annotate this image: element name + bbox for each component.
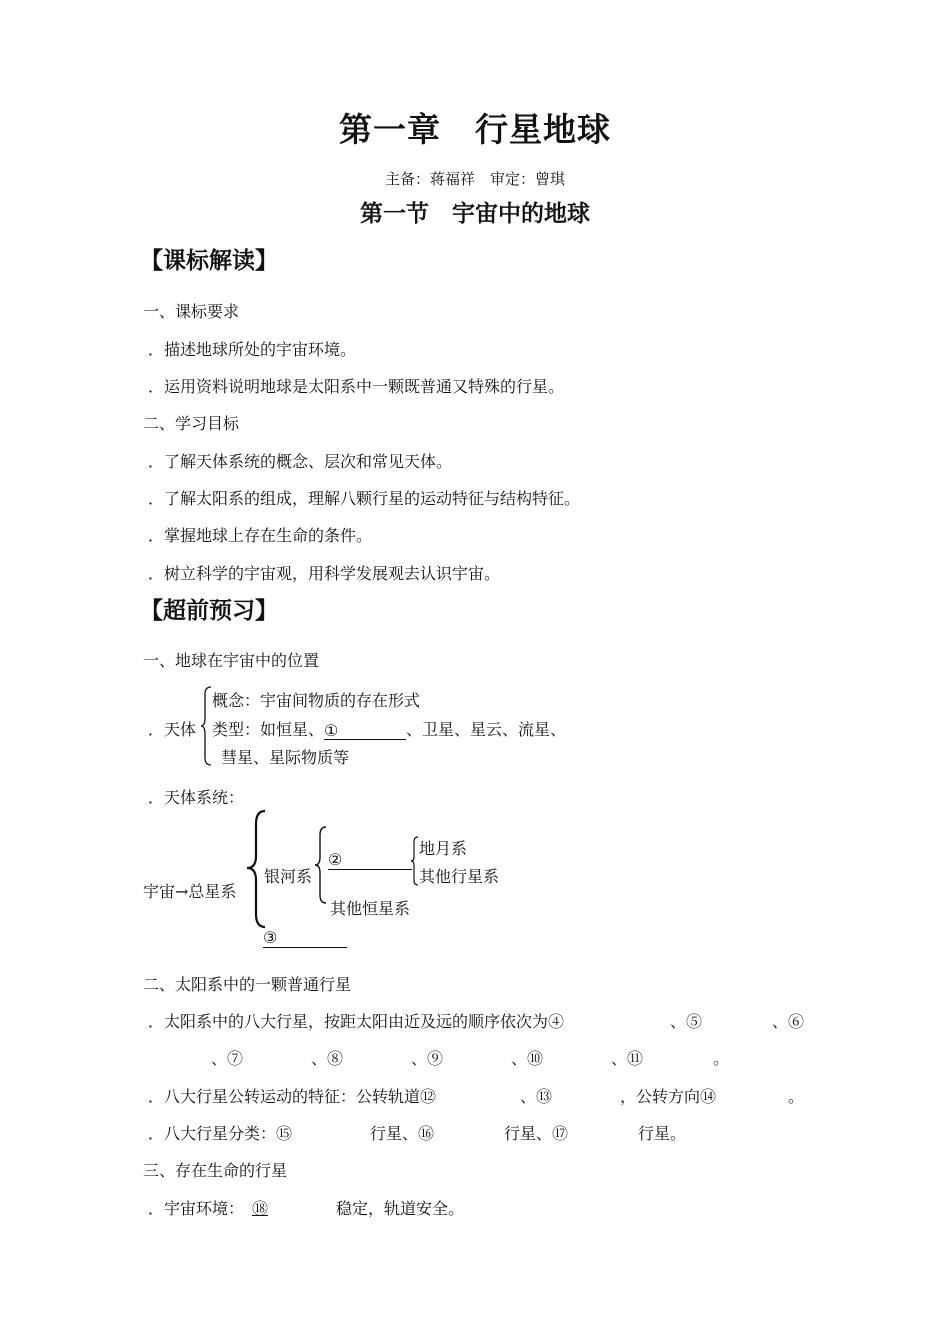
preview-heading: 【超前预习】 bbox=[140, 598, 278, 624]
tianti-prefix: ．天体 bbox=[148, 720, 197, 739]
cosmic-env-a: ．宇宙环境： bbox=[148, 1199, 245, 1218]
blank-3[interactable]: ③ bbox=[263, 928, 347, 948]
authors-line: 主备：蒋福祥 审定：曾琪 bbox=[384, 170, 565, 188]
planet-class-c[interactable]: 行星、⑰ bbox=[504, 1124, 569, 1143]
kebiao-part1-item: ．描述地球所处的宇宙环境。 bbox=[148, 340, 357, 359]
kebiao-part2-item: ．了解天体系统的概念、层次和常见天体。 bbox=[148, 452, 453, 471]
line-end: 。 bbox=[713, 1049, 730, 1068]
blank-11[interactable]: 、⑪ bbox=[611, 1049, 644, 1068]
blank-13[interactable]: 、⑬ bbox=[520, 1087, 553, 1106]
sec1-title: 一、地球在宇宙中的位置 bbox=[143, 651, 320, 670]
kebiao-part1-item: ．运用资料说明地球是太阳系中一颗既普通又特殊的行星。 bbox=[148, 377, 565, 396]
kebiao-part2-item: ．掌握地球上存在生命的条件。 bbox=[148, 526, 373, 545]
kebiao-part2-item: ．了解太阳系的组成，理解八颗行星的运动特征与结构特征。 bbox=[148, 489, 581, 508]
blank-8[interactable]: 、⑧ bbox=[311, 1049, 344, 1068]
blank-9[interactable]: 、⑨ bbox=[411, 1049, 444, 1068]
earth-moon-label: 地月系 bbox=[419, 839, 468, 858]
universe-label: 宇宙→总星系 bbox=[143, 882, 237, 901]
orbit-direction[interactable]: ，公转方向⑭ bbox=[620, 1087, 717, 1106]
tianti-concept: 概念：宇宙间物质的存在形式 bbox=[212, 691, 421, 710]
planet-class-d: 行星。 bbox=[638, 1124, 687, 1143]
blank-7[interactable]: 、⑦ bbox=[211, 1049, 244, 1068]
sec3-title: 三、存在生命的行星 bbox=[143, 1161, 288, 1180]
blank-18[interactable]: ⑱ bbox=[252, 1199, 269, 1218]
galaxy-brace bbox=[314, 826, 328, 904]
kebiao-part1-title: 一、课标要求 bbox=[143, 302, 240, 321]
planet-class-a: ．八大行星分类：⑮ bbox=[148, 1124, 293, 1143]
line-end: 。 bbox=[788, 1087, 805, 1106]
sec2-title: 二、太阳系中的一颗普通行星 bbox=[143, 975, 352, 994]
blank-5[interactable]: 、⑤ bbox=[670, 1012, 703, 1031]
planet-class-b[interactable]: 行星、⑯ bbox=[370, 1124, 435, 1143]
system-title: ．天体系统： bbox=[148, 788, 245, 807]
other-star-label: 其他恒星系 bbox=[330, 899, 411, 918]
blank-10[interactable]: 、⑩ bbox=[511, 1049, 544, 1068]
tianti-type-b: 、卫星、星云、流星、 bbox=[406, 720, 567, 739]
orbit-feature-a: ．八大行星公转运动的特征：公转轨道⑫ bbox=[148, 1087, 437, 1106]
blank-2[interactable]: ② bbox=[328, 850, 412, 870]
tianti-type-a: 类型：如恒星、 bbox=[212, 720, 325, 739]
kebiao-part2-item: ．树立科学的宇宙观，用科学发展观去认识宇宙。 bbox=[148, 564, 501, 583]
other-planet-label: 其他行星系 bbox=[419, 867, 500, 886]
kebiao-heading: 【课标解读】 bbox=[140, 248, 278, 274]
galaxy-label: 银河系 bbox=[264, 867, 313, 886]
blank-6[interactable]: 、⑥ bbox=[772, 1012, 805, 1031]
tianti-type-line bbox=[212, 717, 566, 740]
tianti-type-c: 彗星、星际物质等 bbox=[221, 748, 350, 767]
chapter-title: 第一章 行星地球 bbox=[339, 110, 611, 149]
section-title: 第一节 宇宙中的地球 bbox=[360, 201, 590, 227]
planet-order-a: ．太阳系中的八大行星，按距太阳由近及远的顺序依次为④ bbox=[148, 1012, 565, 1031]
blank-1[interactable]: ① bbox=[324, 721, 406, 740]
kebiao-part2-title: 二、学习目标 bbox=[143, 414, 240, 433]
cosmic-env-b: 稳定，轨道安全。 bbox=[336, 1199, 465, 1218]
